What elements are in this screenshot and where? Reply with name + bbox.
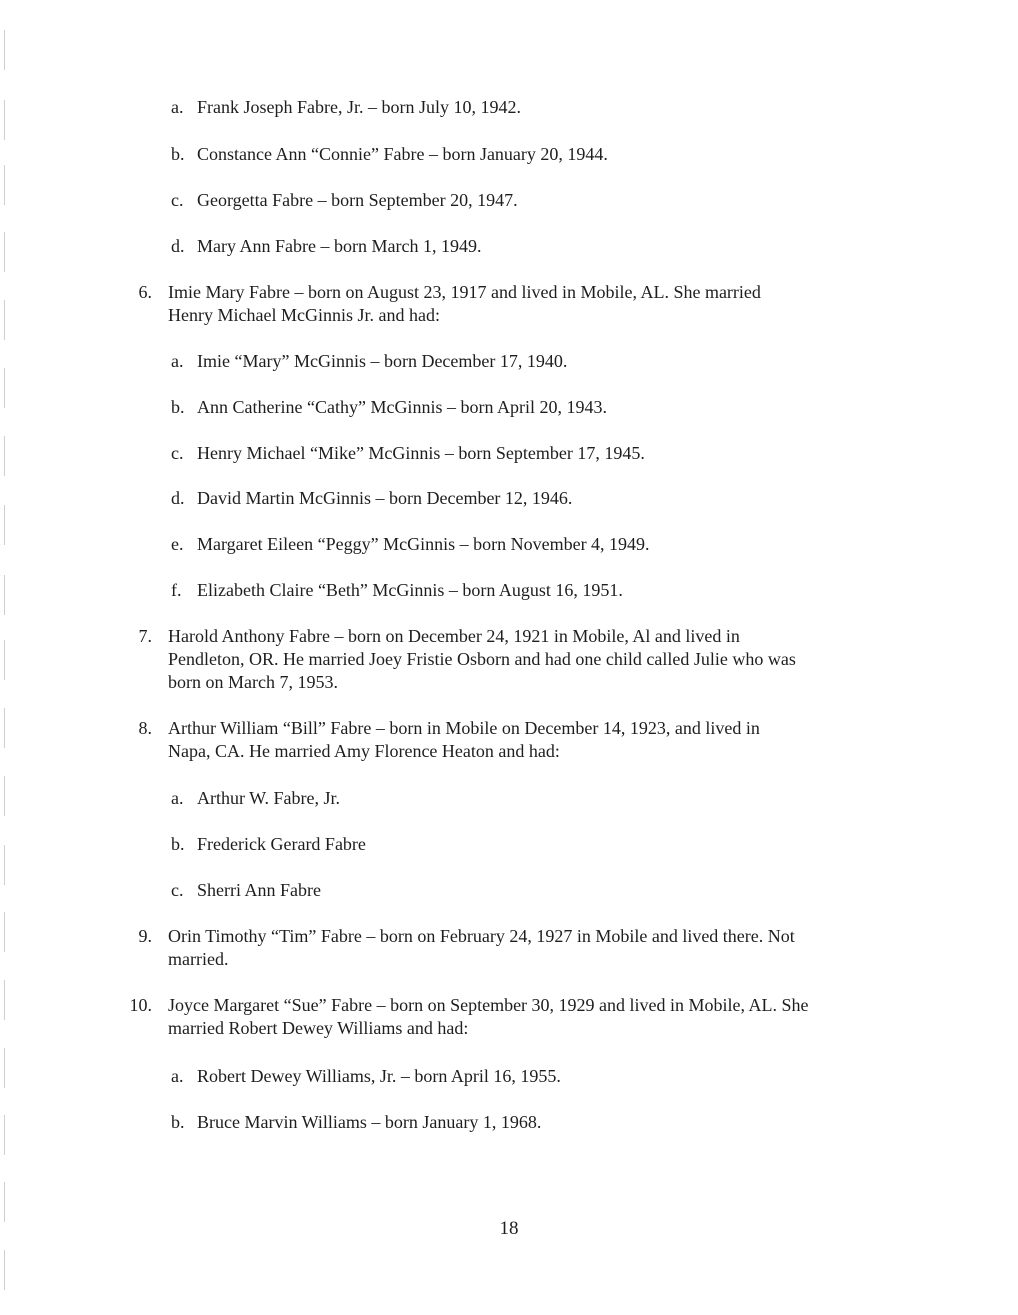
scan-edge-mark — [4, 575, 10, 615]
item-label: c. — [171, 190, 184, 210]
item-label: b. — [171, 397, 185, 417]
item-text-line: Harold Anthony Fabre – born on December 24, 1921 in Mobile, Al and lived in — [168, 626, 740, 646]
scan-edge-mark — [4, 300, 10, 340]
item-number: 10. — [129, 995, 152, 1015]
item-text: Margaret Eileen “Peggy” McGinnis – born November 4, 1949. — [197, 534, 650, 554]
item-label: a. — [171, 788, 184, 808]
scan-edge-mark — [4, 980, 10, 1020]
item-label: a. — [171, 1066, 184, 1086]
scan-edge-mark — [4, 845, 10, 885]
item-text: Mary Ann Fabre – born March 1, 1949. — [197, 236, 482, 256]
item-number: 6. — [138, 282, 152, 302]
scan-edge-mark — [4, 776, 10, 816]
item-text — [168, 925, 795, 971]
item-text: Frank Joseph Fabre, Jr. – born July 10, 1942. — [197, 97, 521, 117]
item-text-line: married Robert Dewey Williams and had: — [168, 1018, 469, 1038]
item-label: c. — [171, 443, 184, 463]
item-label: d. — [171, 488, 185, 508]
item-text: Ann Catherine “Cathy” McGinnis – born April 20, 1943. — [197, 397, 607, 417]
item-text-line: Orin Timothy “Tim” Fabre – born on February 24, 1927 in Mobile and lived there. Not — [168, 926, 795, 946]
item-text: Constance Ann “Connie” Fabre – born January 20, 1944. — [197, 144, 608, 164]
item-text-line: Arthur William “Bill” Fabre – born in Mobile on December 14, 1923, and lived in — [168, 718, 760, 738]
scan-edge-mark — [4, 505, 10, 545]
item-number: 9. — [138, 926, 152, 946]
item-number: 8. — [138, 718, 152, 738]
scan-edge-mark — [4, 165, 10, 205]
item-text: Elizabeth Claire “Beth” McGinnis – born August 16, 1951. — [197, 580, 623, 600]
item-text: Henry Michael “Mike” McGinnis – born September 17, 1945. — [197, 443, 645, 463]
scan-edge-mark — [4, 708, 10, 748]
item-text-line: Joyce Margaret “Sue” Fabre – born on September 30, 1929 and lived in Mobile, AL. She — [168, 995, 809, 1015]
scan-edge-mark — [4, 1250, 10, 1290]
item-text-line: married. — [168, 949, 229, 969]
item-label: f. — [171, 580, 182, 600]
item-label: b. — [171, 1112, 185, 1132]
item-number: 7. — [138, 626, 152, 646]
scan-edge-mark — [4, 912, 10, 952]
scan-edge-mark — [4, 1115, 10, 1155]
item-text-line: Henry Michael McGinnis Jr. and had: — [168, 305, 440, 325]
scan-edge-mark — [4, 436, 10, 476]
page-number: 18 — [499, 1218, 519, 1239]
item-text: Sherri Ann Fabre — [197, 880, 321, 900]
scan-edge-mark — [4, 100, 10, 140]
item-text: Imie “Mary” McGinnis – born December 17, 1940. — [197, 351, 568, 371]
scan-edge-mark — [4, 232, 10, 272]
item-text: Georgetta Fabre – born September 20, 1947. — [197, 190, 518, 210]
item-text — [168, 994, 809, 1040]
item-text: David Martin McGinnis – born December 12, 1946. — [197, 488, 573, 508]
scan-edge-mark — [4, 368, 10, 408]
item-text — [168, 717, 760, 763]
item-label: d. — [171, 236, 185, 256]
item-label: b. — [171, 144, 185, 164]
item-text: Arthur W. Fabre, Jr. — [197, 788, 340, 808]
item-text: Bruce Marvin Williams – born January 1, 1968. — [197, 1112, 542, 1132]
item-text-line: born on March 7, 1953. — [168, 672, 338, 692]
item-label: b. — [171, 834, 185, 854]
item-label: c. — [171, 880, 184, 900]
item-label: a. — [171, 351, 184, 371]
item-text-line: Napa, CA. He married Amy Florence Heaton and had: — [168, 741, 560, 761]
item-text: Robert Dewey Williams, Jr. – born April 16, 1955. — [197, 1066, 561, 1086]
item-text: Frederick Gerard Fabre — [197, 834, 366, 854]
scan-edge-mark — [4, 30, 10, 70]
item-text — [168, 281, 761, 327]
scan-edge-mark — [4, 640, 10, 680]
item-text-line: Imie Mary Fabre – born on August 23, 1917 and lived in Mobile, AL. She married — [168, 282, 761, 302]
item-label: a. — [171, 97, 184, 117]
scan-edge-mark — [4, 1048, 10, 1088]
scan-edge-mark — [4, 1182, 10, 1222]
item-text-line: Pendleton, OR. He married Joey Fristie Osborn and had one child called Julie who was — [168, 649, 796, 669]
item-label: e. — [171, 534, 184, 554]
item-text — [168, 625, 796, 694]
